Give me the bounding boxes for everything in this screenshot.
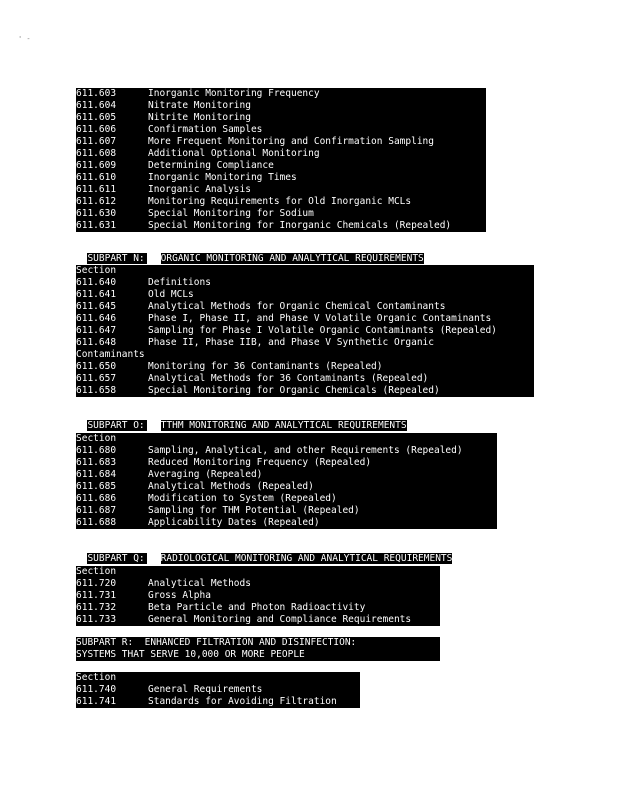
section-header: Section xyxy=(76,566,117,577)
subpart-label: SUBPART Q: xyxy=(87,553,145,564)
section-number: 611.608 xyxy=(76,148,117,159)
section-number: 611.657 xyxy=(76,373,117,384)
toc-row xyxy=(76,112,486,124)
section-number: 611.685 xyxy=(76,481,117,492)
section-title: Inorganic Monitoring Times xyxy=(148,172,297,183)
section-title: Sampling for Phase I Volatile Organic Contaminants (Repealed) xyxy=(148,325,497,336)
section-title: Old MCLs xyxy=(148,289,194,300)
toc-row xyxy=(76,160,486,172)
toc-row xyxy=(76,614,440,626)
toc-row xyxy=(76,517,497,529)
toc-row xyxy=(76,481,497,493)
toc-row xyxy=(76,493,497,505)
section-list-inorganic xyxy=(76,88,486,232)
section-number: 611.740 xyxy=(76,684,117,695)
section-title: Determining Compliance xyxy=(148,160,274,171)
section-title: Gross Alpha xyxy=(148,590,211,601)
toc-row xyxy=(76,277,534,289)
toc-row xyxy=(76,590,440,602)
toc-row xyxy=(76,373,534,385)
section-title: Analytical Methods (Repealed) xyxy=(148,481,314,492)
section-number: 611.688 xyxy=(76,517,117,528)
section-number: 611.630 xyxy=(76,208,117,219)
subpart-label: SUBPART N: xyxy=(87,253,145,264)
section-title: Confirmation Samples xyxy=(148,124,263,135)
toc-row xyxy=(76,505,497,517)
section-list-organic xyxy=(76,265,534,397)
toc-row xyxy=(76,337,534,349)
section-number: 611.684 xyxy=(76,469,117,480)
section-number: 611.647 xyxy=(76,325,117,336)
section-title: Special Monitoring for Organic Chemicals (Repealed) xyxy=(148,385,440,396)
toc-row xyxy=(76,301,534,313)
section-number: 611.612 xyxy=(76,196,117,207)
subpart-title: TTHM MONITORING AND ANALYTICAL REQUIREMENTS xyxy=(160,420,407,431)
section-number: 611.610 xyxy=(76,172,117,183)
section-header: Section xyxy=(76,433,117,444)
toc-row xyxy=(76,361,534,373)
section-title: Special Monitoring for Sodium xyxy=(148,208,314,219)
toc-row xyxy=(76,88,486,100)
section-number: 611.603 xyxy=(76,88,117,99)
section-header: Section xyxy=(76,672,117,683)
toc-row xyxy=(76,148,486,160)
section-title: Analytical Methods xyxy=(148,578,251,589)
section-number: 611.686 xyxy=(76,493,117,504)
scan-specks: ' - xyxy=(18,35,31,43)
section-title: Analytical Methods for Organic Chemical Contaminants xyxy=(148,301,446,312)
toc-row xyxy=(76,196,486,208)
section-title: Modification to System (Repealed) xyxy=(148,493,337,504)
section-number: 611.605 xyxy=(76,112,117,123)
toc-row xyxy=(76,313,534,325)
subpart-r-line-2: SYSTEMS THAT SERVE 10,000 OR MORE PEOPLE xyxy=(76,649,305,660)
section-title: Reduced Monitoring Frequency (Repealed) xyxy=(148,457,372,468)
section-title: Phase I, Phase II, and Phase V Volatile Organic Contaminants xyxy=(148,313,492,324)
toc-row xyxy=(76,696,360,708)
section-title: Analytical Methods for 36 Contaminants (Repealed) xyxy=(148,373,429,384)
section-number: 611.646 xyxy=(76,313,117,324)
section-title: Inorganic Analysis xyxy=(148,184,251,195)
toc-row xyxy=(76,602,440,614)
section-list-tthm xyxy=(76,433,497,529)
section-number: 611.648 xyxy=(76,337,117,348)
toc-row xyxy=(76,578,440,590)
subpart-label: SUBPART O: xyxy=(87,420,145,431)
toc-row xyxy=(76,184,486,196)
section-title: More Frequent Monitoring and Confirmation Sampling xyxy=(148,136,434,147)
toc-row xyxy=(76,457,497,469)
section-title: Definitions xyxy=(148,277,211,288)
section-number: 611.611 xyxy=(76,184,117,195)
section-number: 611.604 xyxy=(76,100,117,111)
toc-row xyxy=(76,469,497,481)
section-number: 611.606 xyxy=(76,124,117,135)
toc-row xyxy=(76,220,486,232)
toc-row xyxy=(76,172,486,184)
section-title: Standards for Avoiding Filtration xyxy=(148,696,337,707)
section-number: 611.732 xyxy=(76,602,117,613)
toc-row xyxy=(76,124,486,136)
section-number: 611.720 xyxy=(76,578,117,589)
section-title: Phase II, Phase IIB, and Phase V Synthetic Organic xyxy=(148,337,434,348)
section-title: Applicability Dates (Repealed) xyxy=(148,517,320,528)
section-header: Section xyxy=(76,265,117,276)
toc-row xyxy=(76,208,486,220)
section-number: 611.683 xyxy=(76,457,117,468)
section-title: Inorganic Monitoring Frequency xyxy=(148,88,320,99)
toc-row xyxy=(76,289,534,301)
subpart-n-heading xyxy=(76,242,424,264)
subpart-title: RADIOLOGICAL MONITORING AND ANALYTICAL REQUIREMENTS xyxy=(160,553,453,564)
toc-row xyxy=(76,100,486,112)
section-title: Nitrite Monitoring xyxy=(148,112,251,123)
section-number: 611.650 xyxy=(76,361,117,372)
subpart-r-line-1: SUBPART R: ENHANCED FILTRATION AND DISINFECTION: xyxy=(76,637,357,648)
section-number: 611.741 xyxy=(76,696,117,707)
section-number: 611.731 xyxy=(76,590,117,601)
toc-row xyxy=(76,445,497,457)
section-title: Beta Particle and Photon Radioactivity xyxy=(148,602,366,613)
section-number: 611.680 xyxy=(76,445,117,456)
toc-row xyxy=(76,385,534,397)
subpart-o-heading xyxy=(76,409,407,431)
toc-row xyxy=(76,136,486,148)
section-title: Sampling for THM Potential (Repealed) xyxy=(148,505,360,516)
subpart-r-heading xyxy=(76,637,440,661)
section-title: Monitoring Requirements for Old Inorganic MCLs xyxy=(148,196,412,207)
section-title: General Requirements xyxy=(148,684,263,695)
section-title: General Monitoring and Compliance Requirements xyxy=(148,614,412,625)
section-title: Monitoring for 36 Contaminants (Repealed) xyxy=(148,361,383,372)
section-number: 611.631 xyxy=(76,220,117,231)
toc-row xyxy=(76,325,534,337)
section-number: 611.641 xyxy=(76,289,117,300)
wrapped-title-line: Contaminants xyxy=(76,349,145,360)
subpart-title: ORGANIC MONITORING AND ANALYTICAL REQUIREMENTS xyxy=(160,253,424,264)
section-title: Nitrate Monitoring xyxy=(148,100,251,111)
section-title: Sampling, Analytical, and other Requirements (Repealed) xyxy=(148,445,463,456)
section-list-radiological xyxy=(76,566,440,626)
section-title: Special Monitoring for Inorganic Chemicals (Repealed) xyxy=(148,220,452,231)
section-number: 611.687 xyxy=(76,505,117,516)
section-number: 611.733 xyxy=(76,614,117,625)
toc-row xyxy=(76,684,360,696)
section-number: 611.609 xyxy=(76,160,117,171)
section-number: 611.640 xyxy=(76,277,117,288)
section-number: 611.645 xyxy=(76,301,117,312)
section-title: Averaging (Repealed) xyxy=(148,469,263,480)
subpart-q-heading xyxy=(76,542,453,564)
section-list-filtration xyxy=(76,672,360,708)
section-number: 611.607 xyxy=(76,136,117,147)
section-number: 611.658 xyxy=(76,385,117,396)
section-title: Additional Optional Monitoring xyxy=(148,148,320,159)
